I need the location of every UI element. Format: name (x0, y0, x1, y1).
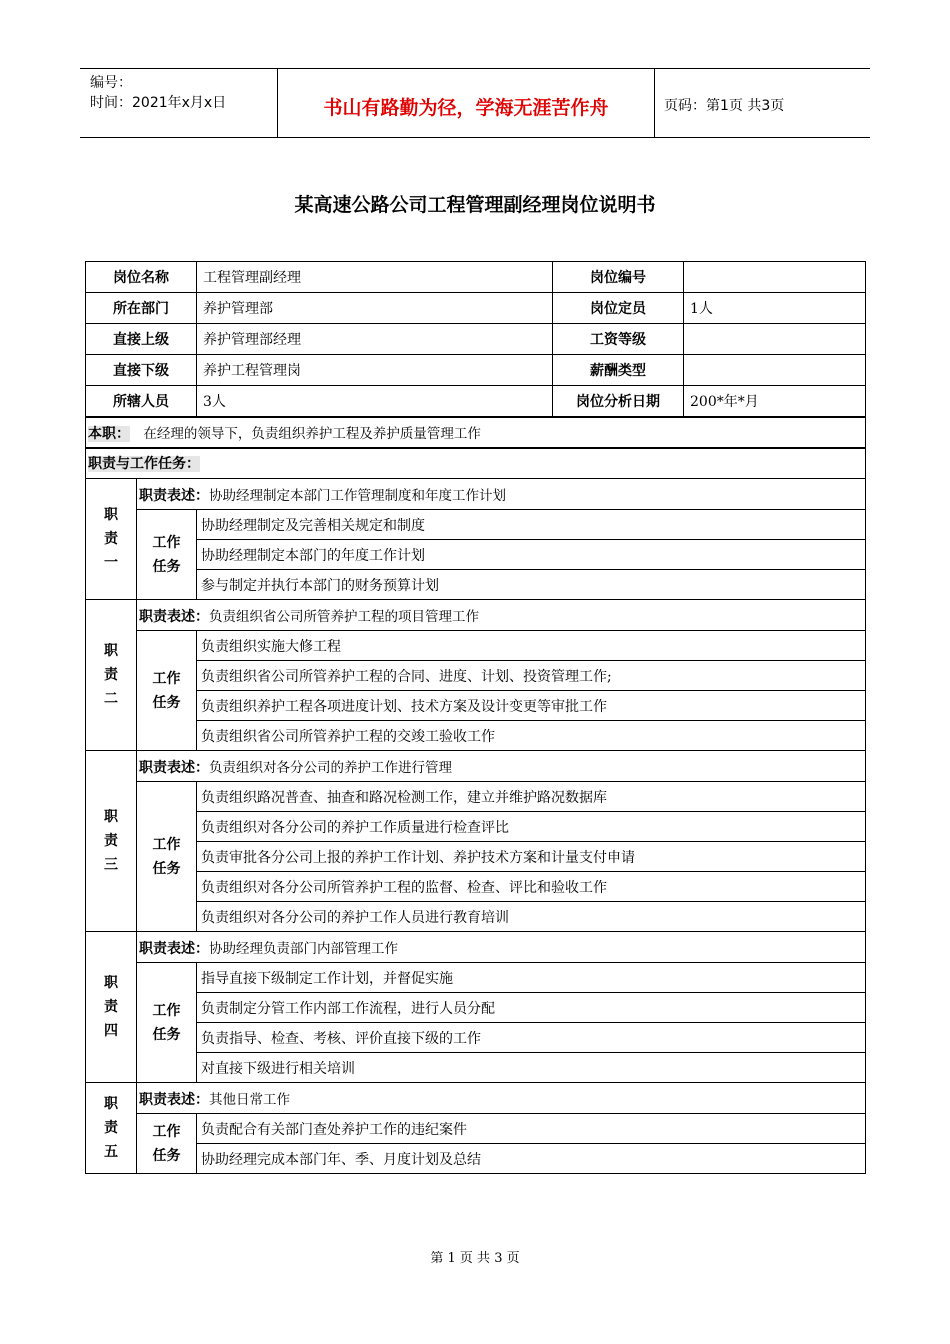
grade-value (684, 324, 866, 355)
info-row (86, 386, 866, 417)
header-motto-cell (277, 69, 655, 137)
work-label-line: 任务 (152, 1026, 181, 1043)
duty-statement-label: 职责表述： (139, 759, 209, 776)
duty-statement-label: 职责表述： (139, 608, 209, 625)
superior-value: 养护管理部经理 (197, 324, 553, 355)
duty-statement-row (86, 932, 866, 963)
duty-statement (137, 751, 866, 782)
duty-number (86, 751, 137, 932)
task-item: 负责组织对各分公司的养护工作质量进行检查评比 (197, 812, 866, 842)
work-label-line: 工作 (152, 670, 181, 687)
info-row (86, 293, 866, 324)
task-row (86, 1023, 866, 1053)
task-item: 指导直接下级制定工作计划，并督促实施 (197, 963, 866, 993)
pay-type-value (684, 355, 866, 386)
duty-number-char: 职 (104, 643, 118, 659)
page-header (80, 68, 870, 138)
info-row (86, 355, 866, 386)
post-no-value (684, 262, 866, 293)
work-label-line: 任务 (152, 860, 181, 877)
duty-number-char: 责 (104, 833, 118, 849)
duty-summary-label: 本职： (88, 425, 130, 442)
task-item: 负责组织省公司所管养护工程的合同、进度、计划、投资管理工作; (197, 661, 866, 691)
task-row (86, 902, 866, 932)
duty-summary-row (86, 417, 866, 448)
duty-statement-row (86, 600, 866, 631)
task-row (86, 1144, 866, 1174)
duties-section (86, 479, 866, 1174)
task-item: 负责组织养护工程各项进度计划、技术方案及设计变更等审批工作 (197, 691, 866, 721)
motto-text: 书山有路勤为径，学海无涯苦作舟 (323, 97, 609, 119)
document-title: 某高速公路公司工程管理副经理岗位说明书 (294, 194, 656, 216)
duty-statement (137, 479, 866, 510)
work-label-line: 工作 (152, 1002, 181, 1019)
work-label-line: 任务 (152, 558, 181, 575)
header-page-cell (654, 69, 870, 137)
task-row (86, 782, 866, 812)
grade-label: 工资等级 (553, 324, 684, 355)
info-row (86, 262, 866, 293)
analysis-date-label: 岗位分析日期 (553, 386, 684, 417)
staff-value: 3人 (197, 386, 553, 417)
work-task-label (137, 1114, 197, 1174)
task-row (86, 993, 866, 1023)
superior-label: 直接上级 (86, 324, 197, 355)
duty-number (86, 479, 137, 600)
post-name-value: 工程管理副经理 (197, 262, 553, 293)
duty-number-char: 责 (104, 1120, 118, 1136)
work-task-label (137, 782, 197, 932)
task-item: 负责组织对各分公司所管养护工程的监督、检查、评比和验收工作 (197, 872, 866, 902)
work-label-line: 工作 (152, 534, 181, 551)
task-row (86, 812, 866, 842)
dept-value: 养护管理部 (197, 293, 553, 324)
duty-number-char: 二 (104, 691, 118, 707)
post-name-label: 岗位名称 (86, 262, 197, 293)
duty-statement-text: 协助经理负责部门内部管理工作 (209, 940, 398, 957)
duty-summary-text: 在经理的领导下，负责组织养护工程及养护质量管理工作 (143, 425, 481, 442)
analysis-date-value: 200*年*月 (684, 386, 866, 417)
subordinate-label: 直接下级 (86, 355, 197, 386)
duty-number-char: 职 (104, 507, 118, 523)
task-row (86, 872, 866, 902)
task-row (86, 661, 866, 691)
duty-number (86, 600, 137, 751)
task-row (86, 721, 866, 751)
duty-statement-row (86, 1083, 866, 1114)
post-no-label: 岗位编号 (553, 262, 684, 293)
duty-number-char: 责 (104, 667, 118, 683)
work-task-label (137, 510, 197, 600)
info-row (86, 324, 866, 355)
quota-label: 岗位定员 (553, 293, 684, 324)
staff-label: 所辖人员 (86, 386, 197, 417)
task-item: 负责组织对各分公司的养护工作人员进行教育培训 (197, 902, 866, 932)
duty-number-char: 职 (104, 1096, 118, 1112)
task-item: 协助经理完成本部门年、季、月度计划及总结 (197, 1144, 866, 1174)
task-item: 负责配合有关部门查处养护工作的违纪案件 (197, 1114, 866, 1144)
duty-number-char: 责 (104, 999, 118, 1015)
duty-statement-label: 职责表述： (139, 940, 209, 957)
task-row (86, 1053, 866, 1083)
duty-number-char: 五 (104, 1144, 118, 1160)
task-item: 负责组织省公司所管养护工程的交竣工验收工作 (197, 721, 866, 751)
task-row (86, 963, 866, 993)
duty-statement (137, 1083, 866, 1114)
task-item: 协助经理制定本部门的年度工作计划 (197, 540, 866, 570)
task-row (86, 510, 866, 540)
duty-number-char: 四 (104, 1023, 118, 1039)
work-label-line: 任务 (152, 1147, 181, 1164)
task-item: 负责制定分管工作内部工作流程，进行人员分配 (197, 993, 866, 1023)
duty-number-char: 三 (104, 857, 118, 873)
task-row (86, 570, 866, 600)
duty-statement-text: 负责组织省公司所管养护工程的项目管理工作 (209, 608, 479, 625)
duty-summary (86, 417, 866, 448)
work-task-label (137, 963, 197, 1083)
duty-statement-label: 职责表述： (139, 1091, 209, 1108)
duty-number-char: 职 (104, 975, 118, 991)
duty-statement (137, 600, 866, 631)
work-label-line: 工作 (152, 1123, 181, 1140)
task-item: 参与制定并执行本部门的财务预算计划 (197, 570, 866, 600)
duty-statement-row (86, 751, 866, 782)
duty-statement-row (86, 479, 866, 510)
dept-label: 所在部门 (86, 293, 197, 324)
duties-heading-row (86, 448, 866, 479)
task-item: 负责指导、检查、考核、评价直接下级的工作 (197, 1023, 866, 1053)
task-row (86, 1114, 866, 1144)
work-label-line: 工作 (152, 836, 181, 853)
duties-heading-cell (86, 448, 866, 479)
task-row (86, 691, 866, 721)
task-row (86, 631, 866, 661)
quota-value: 1人 (684, 293, 866, 324)
duties-heading: 职责与工作任务： (88, 456, 200, 473)
duty-number (86, 932, 137, 1083)
pay-type-label: 薪酬类型 (553, 355, 684, 386)
duty-number (86, 1083, 137, 1174)
task-item: 负责组织路况普查、抽查和路况检测工作，建立并维护路况数据库 (197, 782, 866, 812)
work-label-line: 任务 (152, 694, 181, 711)
page-info: 页码：第1页 共3页 (664, 98, 785, 114)
header-meta-cell (80, 69, 276, 137)
duty-statement-text: 其他日常工作 (209, 1091, 290, 1108)
number-label: 编号： (90, 75, 132, 91)
duty-number-char: 职 (104, 809, 118, 825)
task-row (86, 842, 866, 872)
time-label: 时间：2021年x月x日 (90, 95, 227, 111)
task-item: 对直接下级进行相关培训 (197, 1053, 866, 1083)
work-task-label (137, 631, 197, 751)
page-footer: 第 1 页 共 3 页 (430, 1251, 520, 1266)
duty-number-char: 一 (104, 555, 118, 571)
duty-statement-text: 负责组织对各分公司的养护工作进行管理 (209, 759, 452, 776)
task-item: 协助经理制定及完善相关规定和制度 (197, 510, 866, 540)
duty-statement (137, 932, 866, 963)
task-row (86, 540, 866, 570)
task-item: 负责审批各分公司上报的养护工作计划、养护技术方案和计量支付申请 (197, 842, 866, 872)
task-item: 负责组织实施大修工程 (197, 631, 866, 661)
duty-number-char: 责 (104, 531, 118, 547)
duty-statement-label: 职责表述： (139, 487, 209, 504)
duty-statement-text: 协助经理制定本部门工作管理制度和年度工作计划 (209, 487, 506, 504)
subordinate-value: 养护工程管理岗 (197, 355, 553, 386)
job-description-table (85, 261, 866, 1174)
